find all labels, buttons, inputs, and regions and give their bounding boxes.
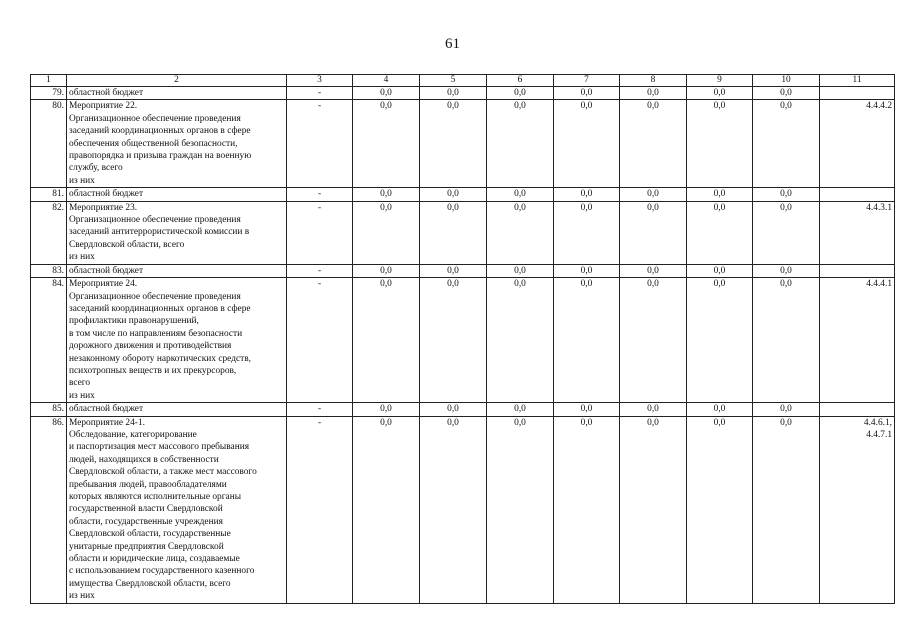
row-value: 0,0 <box>353 264 420 277</box>
row-value: 0,0 <box>687 100 753 188</box>
table-row <box>31 264 895 277</box>
row-value: 0,0 <box>353 188 420 201</box>
row-value: 0,0 <box>687 403 753 416</box>
row-value: 0,0 <box>487 188 554 201</box>
row-name: Мероприятие 22. Организационное обеспечение проведения заседаний координационных органов в сфере обеспечения общественной безопасности, правопорядка и призыва граждан на военную службу, всего из них <box>67 100 287 188</box>
row-name: областной бюджет <box>67 188 287 201</box>
row-value: 0,0 <box>687 188 753 201</box>
row-reference: 4.4.4.2 <box>820 100 895 188</box>
row-value: 0,0 <box>487 201 554 264</box>
column-header: 2 <box>67 75 287 87</box>
row-reference: 4.4.3.1 <box>820 201 895 264</box>
row-value: 0,0 <box>753 100 820 188</box>
table-row <box>31 100 895 188</box>
table-row <box>31 201 895 264</box>
row-value: 0,0 <box>620 264 687 277</box>
column-header: 10 <box>753 75 820 87</box>
budget-table <box>30 74 895 604</box>
row-value: 0,0 <box>753 403 820 416</box>
row-value: 0,0 <box>554 188 620 201</box>
column-header: 6 <box>487 75 554 87</box>
row-value: 0,0 <box>420 188 487 201</box>
row-name: Мероприятие 23. Организационное обеспечение проведения заседаний антитеррористической комиссии в Свердловской области, всего из них <box>67 201 287 264</box>
row-value: 0,0 <box>753 201 820 264</box>
row-value: 0,0 <box>554 264 620 277</box>
row-value: 0,0 <box>687 416 753 603</box>
row-value: 0,0 <box>620 87 687 100</box>
row-value: 0,0 <box>753 264 820 277</box>
row-source: - <box>287 201 353 264</box>
row-value: 0,0 <box>487 403 554 416</box>
row-number: 84. <box>31 278 67 403</box>
row-reference <box>820 87 895 100</box>
row-value: 0,0 <box>420 201 487 264</box>
row-value: 0,0 <box>753 278 820 403</box>
row-value: 0,0 <box>554 100 620 188</box>
row-value: 0,0 <box>554 416 620 603</box>
row-source: - <box>287 87 353 100</box>
column-header: 9 <box>687 75 753 87</box>
row-value: 0,0 <box>620 100 687 188</box>
row-reference <box>820 403 895 416</box>
row-source: - <box>287 264 353 277</box>
row-name: областной бюджет <box>67 264 287 277</box>
row-value: 0,0 <box>554 403 620 416</box>
row-number: 82. <box>31 201 67 264</box>
row-value: 0,0 <box>620 416 687 603</box>
row-value: 0,0 <box>353 403 420 416</box>
row-value: 0,0 <box>620 188 687 201</box>
row-value: 0,0 <box>487 278 554 403</box>
row-value: 0,0 <box>487 87 554 100</box>
row-reference: 4.4.4.1 <box>820 278 895 403</box>
row-reference <box>820 264 895 277</box>
row-source: - <box>287 188 353 201</box>
row-number: 86. <box>31 416 67 603</box>
table-row <box>31 188 895 201</box>
row-number: 83. <box>31 264 67 277</box>
row-name: областной бюджет <box>67 87 287 100</box>
column-header: 4 <box>353 75 420 87</box>
row-source: - <box>287 100 353 188</box>
row-name: Мероприятие 24-1. Обследование, категорирование и паспортизация мест массового пребывания людей, находящихся в собственности Свердловской области, а также мест массового пребывания людей, правообладателями которых являются исполнительные органы государственной власти Свердловской области, государственные учреждения Свердловской области, государственные унитарные предприятия Свердловской области и юридические лица, создаваемые с использованием государственного казенного имущества Свердловской области, всего из них <box>67 416 287 603</box>
row-value: 0,0 <box>753 87 820 100</box>
row-name: Мероприятие 24. Организационное обеспечение проведения заседаний координационных органов в сфере профилактики правонарушений, в том числе по направлениям безопасности дорожного движения и противодействия незаконному обороту наркотических средств, психотропных веществ и их прекурсоров, всего из них <box>67 278 287 403</box>
row-value: 0,0 <box>353 87 420 100</box>
row-reference <box>820 188 895 201</box>
row-value: 0,0 <box>420 100 487 188</box>
row-value: 0,0 <box>353 100 420 188</box>
row-value: 0,0 <box>353 201 420 264</box>
row-value: 0,0 <box>420 416 487 603</box>
row-value: 0,0 <box>420 87 487 100</box>
table-row <box>31 87 895 100</box>
column-header: 8 <box>620 75 687 87</box>
row-value: 0,0 <box>554 278 620 403</box>
row-value: 0,0 <box>487 100 554 188</box>
row-name: областной бюджет <box>67 403 287 416</box>
table-row <box>31 403 895 416</box>
table-row <box>31 278 895 403</box>
row-value: 0,0 <box>554 87 620 100</box>
table-body <box>31 87 895 604</box>
row-value: 0,0 <box>353 416 420 603</box>
row-value: 0,0 <box>420 278 487 403</box>
header-row <box>31 75 895 87</box>
column-header: 3 <box>287 75 353 87</box>
row-value: 0,0 <box>687 87 753 100</box>
column-header: 5 <box>420 75 487 87</box>
column-header: 1 <box>31 75 67 87</box>
row-number: 79. <box>31 87 67 100</box>
row-number: 80. <box>31 100 67 188</box>
column-header: 7 <box>554 75 620 87</box>
row-value: 0,0 <box>487 264 554 277</box>
row-source: - <box>287 403 353 416</box>
table-row <box>31 416 895 603</box>
row-number: 81. <box>31 188 67 201</box>
row-value: 0,0 <box>620 278 687 403</box>
row-value: 0,0 <box>753 416 820 603</box>
page-number: 61 <box>445 36 460 52</box>
row-value: 0,0 <box>687 201 753 264</box>
row-value: 0,0 <box>753 188 820 201</box>
row-value: 0,0 <box>487 416 554 603</box>
row-source: - <box>287 416 353 603</box>
row-number: 85. <box>31 403 67 416</box>
row-reference: 4.4.6.1, 4.4.7.1 <box>820 416 895 603</box>
column-header: 11 <box>820 75 895 87</box>
row-value: 0,0 <box>554 201 620 264</box>
row-value: 0,0 <box>353 278 420 403</box>
row-value: 0,0 <box>620 403 687 416</box>
row-value: 0,0 <box>687 278 753 403</box>
row-value: 0,0 <box>687 264 753 277</box>
row-value: 0,0 <box>420 403 487 416</box>
row-value: 0,0 <box>620 201 687 264</box>
row-value: 0,0 <box>420 264 487 277</box>
row-source: - <box>287 278 353 403</box>
